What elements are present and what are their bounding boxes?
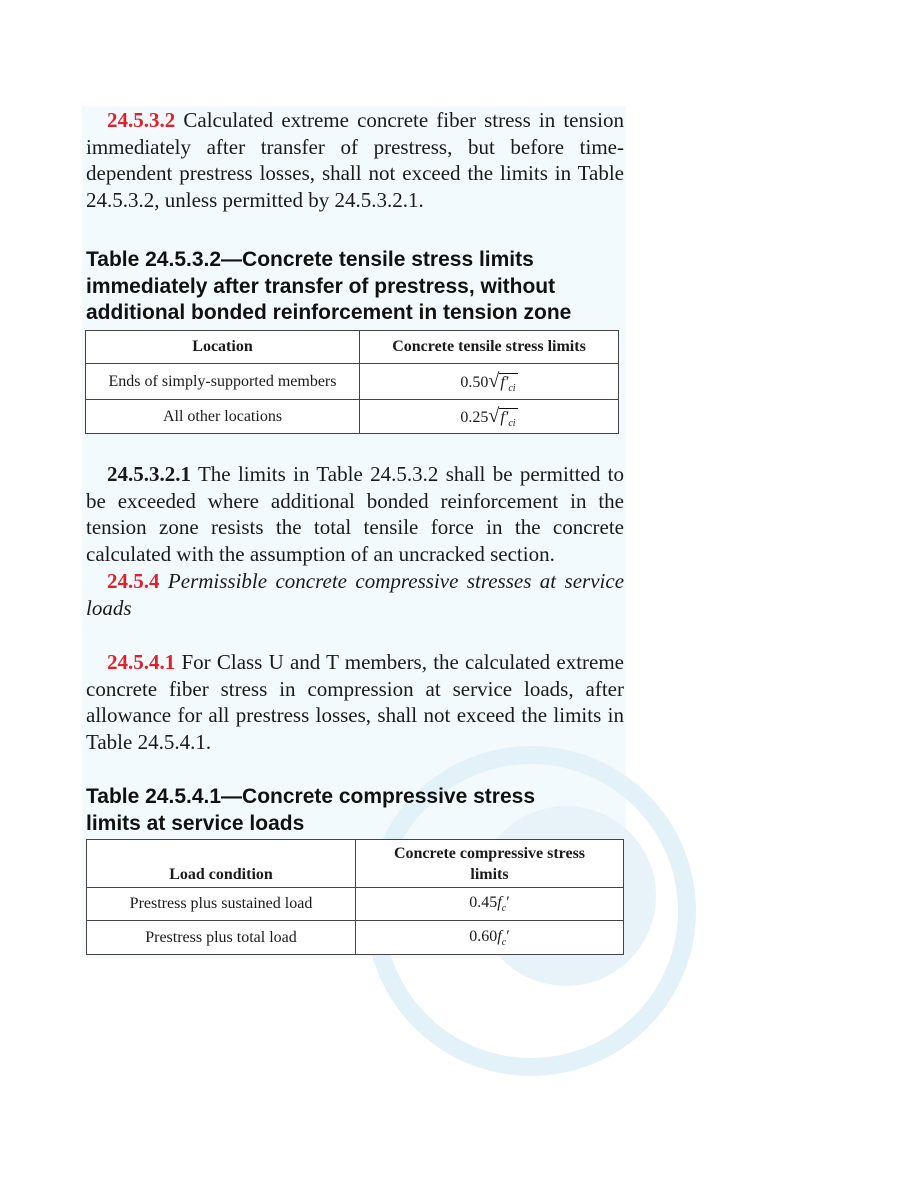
cell-load-condition: Prestress plus total load [87,921,356,955]
section-number: 24.5.3.2.1 [107,462,191,486]
table-24-5-3-2-caption: Table 24.5.3.2—Concrete tensile stress limits immediately after transfer of prestress, without additional bonded reinforcement in tension zone [86,248,572,325]
section-text: For Class U and T members, the calculated extreme concrete fiber stress in compression at service loads, after allowance for all prestress losses, shall not exceed the limits in Table 24.5.4.1. [86,650,624,755]
section-24-5-3-2-1 [86,461,624,568]
cell-limit: $0.45f_c'$ [356,888,624,921]
cell-location: Ends of simply-supported members [86,364,360,400]
section-number: 24.5.4.1 [107,650,176,674]
section-title: Permissible concrete compressive stresses at service loads [86,569,625,620]
section-24-5-3-2 [86,107,624,214]
section-text: The limits in Table 24.5.3.2 shall be permitted to be exceeded where additional bonded reinforcement in the tension zone resists the total tensile force in the concrete calculated with the assumption of an uncracked section. [86,462,625,567]
header-tensile-limits: Concrete tensile stress limits [360,331,619,364]
table-row [87,888,624,921]
sqrt-radicand: $f'_{ci}$ [500,408,516,429]
cell-location: All other locations [86,400,360,434]
sqrt-sign: √ [488,404,500,427]
section-24-5-4 [86,568,624,621]
table-row [87,921,624,955]
cell-limit: $0.60f_c'$ [356,921,624,955]
cell-limit: $0.25√f'_{ci}$ [360,400,619,434]
header-load-condition: Load condition [87,840,356,888]
table-row [86,364,619,400]
cell-load-condition: Prestress plus sustained load [87,888,356,921]
table-24-5-4-1 [86,839,624,955]
section-number: 24.5.3.2 [107,108,176,132]
header-compressive-limits: Concrete compressive stress limits [356,840,624,888]
section-number: 24.5.4 [107,569,160,593]
table-header-row [86,331,619,364]
sqrt-radicand: $f'_{ci}$ [500,373,516,394]
section-text: Calculated extreme concrete fiber stress in tension immediately after transfer of prestress, but before time-dependent prestress losses, shall not exceed the limits in Table 24.5.3.2, unless permitted by 24.5.3.2.1. [86,108,624,213]
section-24-5-4-1 [86,649,624,756]
sqrt-sign: √ [488,369,500,392]
table-header-row [87,840,624,888]
table-24-5-4-1-caption: Table 24.5.4.1—Concrete compressive stress limits at service loads [86,785,536,835]
table-24-5-3-2 [85,330,619,434]
table-row [86,400,619,434]
cell-limit: $0.50√f'_{ci}$ [360,364,619,400]
header-location: Location [86,331,360,364]
